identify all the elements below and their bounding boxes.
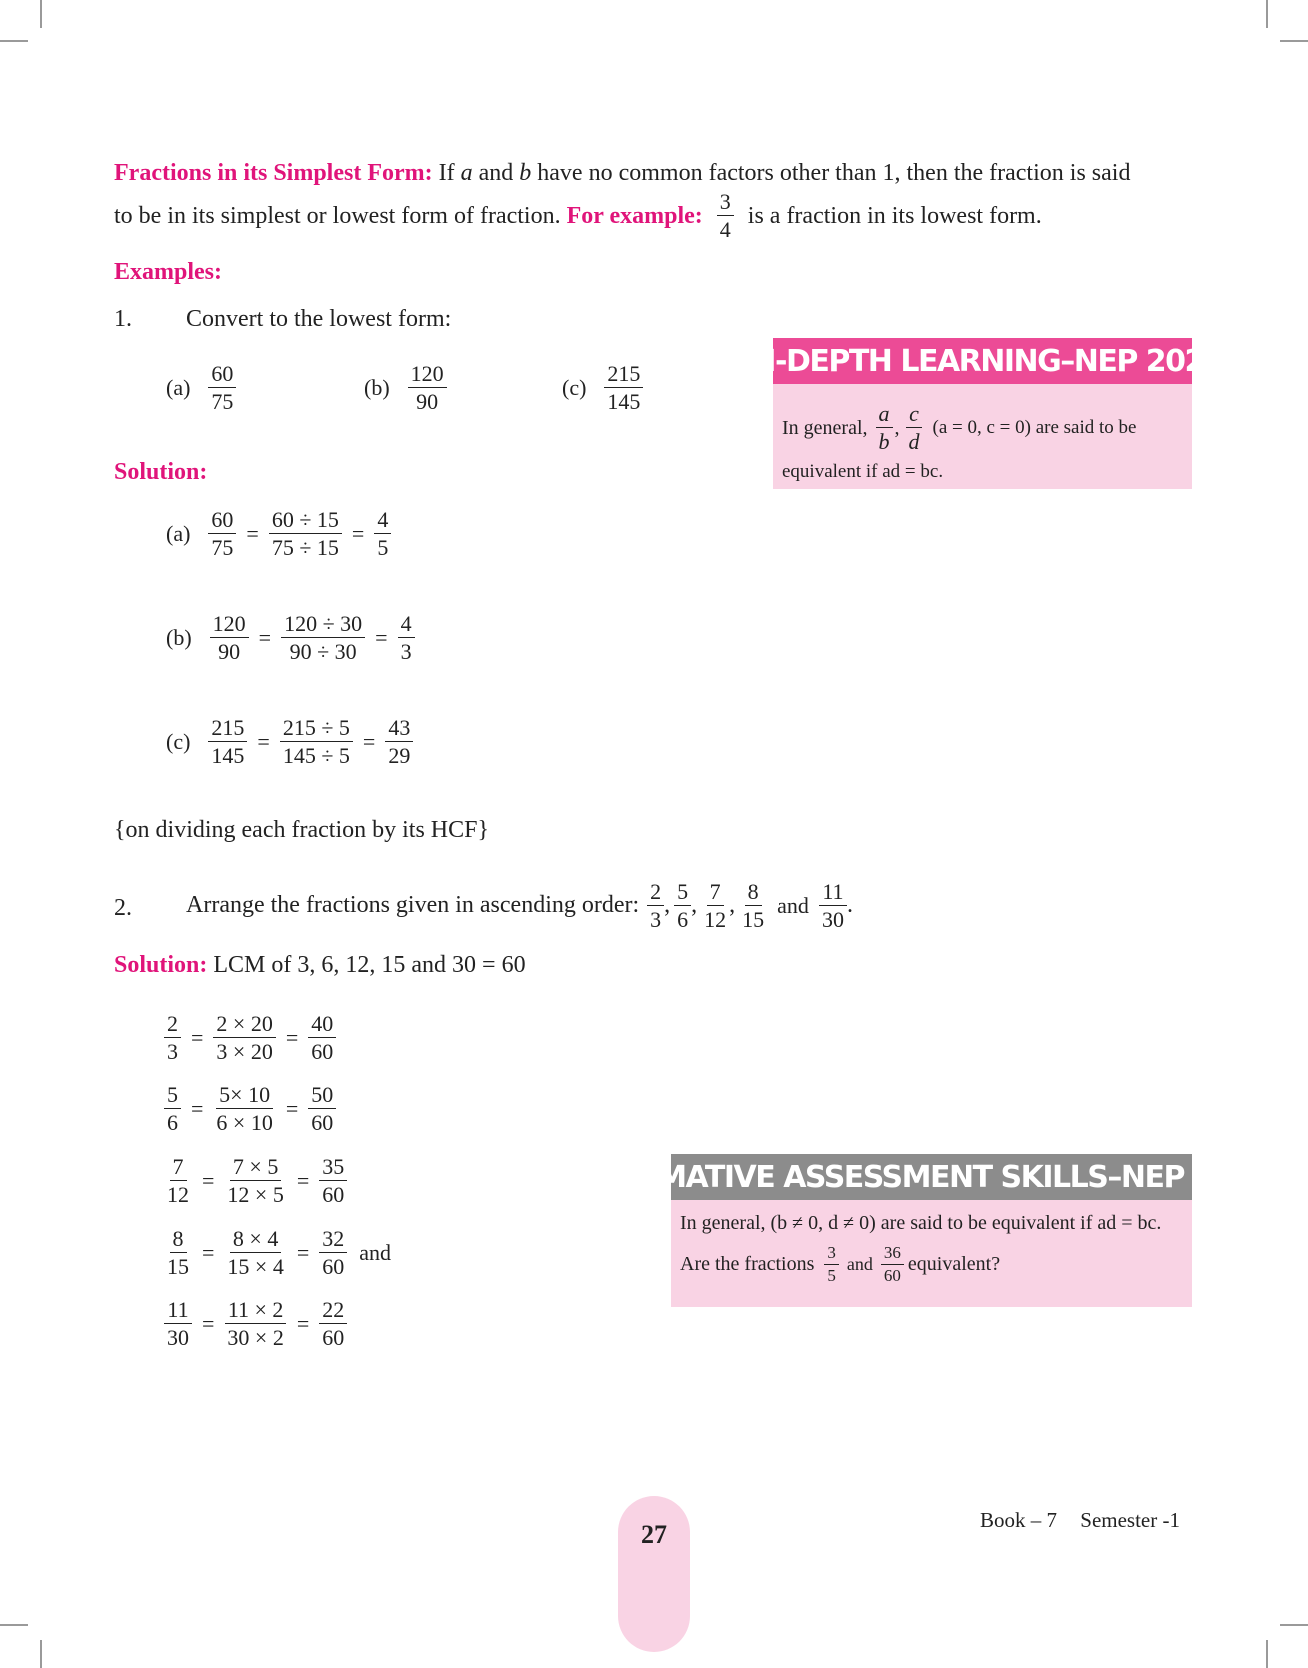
- numerator: 11 × 2: [225, 1298, 287, 1324]
- q2-solution-line: [114, 950, 526, 980]
- box2-line-1: In general, (b ≠ 0, d ≠ 0) are said to be equivalent if ad = bc.: [680, 1212, 1162, 1234]
- intro-line-1: [114, 158, 1130, 188]
- numerator: c: [906, 402, 922, 428]
- denominator: 5: [827, 1265, 836, 1285]
- box-text: equivalent?: [907, 1253, 1001, 1276]
- q2-row-1: [164, 1012, 336, 1063]
- box2-line-2: [680, 1244, 1000, 1285]
- box-title: IN-DEPTH LEARNING–NEP 2020: [741, 343, 1224, 379]
- denominator: 12: [167, 1182, 189, 1208]
- numerator: 60: [208, 508, 236, 534]
- q2-row-3: [164, 1155, 347, 1206]
- equals-sign: =: [296, 1310, 310, 1336]
- crop-mark: [40, 1640, 42, 1668]
- numerator: 5: [164, 1083, 181, 1109]
- intro-line-2: [114, 190, 1042, 241]
- numerator: 120 ÷ 30: [281, 612, 365, 638]
- equals-sign: =: [296, 1167, 310, 1193]
- denominator: 30: [821, 907, 844, 933]
- item-label: (c): [166, 728, 191, 754]
- intro-text: and: [472, 160, 520, 186]
- crop-mark: [1266, 0, 1268, 28]
- numerator: 36: [881, 1244, 904, 1265]
- var-a: a: [460, 160, 473, 186]
- item-label: (c): [562, 374, 587, 400]
- semester-label: Semester -1: [1080, 1508, 1180, 1532]
- denominator: 60: [311, 1110, 334, 1136]
- equals-sign: =: [202, 1239, 215, 1265]
- numerator: 2 × 20: [213, 1012, 275, 1038]
- q2-line: [186, 880, 853, 931]
- denominator: 75: [211, 389, 234, 415]
- numerator: 22: [319, 1298, 347, 1324]
- equals-sign: =: [285, 1024, 299, 1050]
- denominator: 12 × 5: [227, 1182, 284, 1208]
- formative-assessment-header: [592, 1154, 1271, 1200]
- crop-mark: [1266, 1640, 1268, 1668]
- q2-number: 2.: [114, 895, 132, 921]
- equals-sign: =: [351, 520, 365, 546]
- numerator: a: [876, 402, 893, 428]
- equals-sign: =: [191, 1095, 204, 1121]
- q2-row-5: [164, 1298, 347, 1349]
- q2-text: Arrange the fractions given in ascending order:: [186, 892, 640, 919]
- numerator: 215: [208, 716, 247, 742]
- equals-sign: =: [202, 1167, 215, 1193]
- numerator: 120: [210, 612, 249, 638]
- period: .: [846, 892, 853, 919]
- item-label: (a): [166, 520, 191, 546]
- in-depth-learning-body: [773, 384, 1192, 489]
- and-text: and: [777, 892, 809, 918]
- page-number: 27: [641, 1520, 667, 1549]
- numerator: 215: [604, 362, 643, 388]
- box-text: (a = 0, c = 0) are said to be: [932, 416, 1137, 438]
- numerator: 8 × 4: [230, 1227, 281, 1253]
- crop-mark: [40, 0, 42, 28]
- equals-sign: =: [257, 728, 270, 754]
- numerator: 43: [385, 716, 413, 742]
- comma: ,: [664, 892, 671, 919]
- numerator: 3: [824, 1244, 839, 1265]
- footer-book: [980, 1508, 1180, 1533]
- numerator: 120: [408, 362, 447, 388]
- denominator: 5: [377, 535, 389, 561]
- denominator: 4: [719, 217, 731, 243]
- q1-text: Convert to the lowest form:: [186, 306, 452, 332]
- numerator: 7: [707, 880, 724, 906]
- numerator: 2: [164, 1012, 181, 1038]
- crop-mark: [0, 1624, 28, 1626]
- numerator: 60 ÷ 15: [269, 508, 342, 534]
- comma: ,: [729, 892, 736, 919]
- denominator: 29: [388, 743, 411, 769]
- denominator: 90 ÷ 30: [289, 639, 357, 665]
- formative-assessment-body: [671, 1200, 1192, 1307]
- numerator: 32: [319, 1227, 347, 1253]
- q1-solution-b: [166, 612, 415, 663]
- denominator: 60: [322, 1182, 345, 1208]
- numerator: 50: [308, 1083, 336, 1109]
- numerator: 3: [717, 190, 734, 216]
- denominator: 3 × 20: [216, 1039, 273, 1065]
- numerator: 8: [170, 1227, 187, 1253]
- equals-sign: =: [375, 624, 388, 650]
- denominator: 30 × 2: [227, 1325, 284, 1351]
- equals-sign: =: [296, 1239, 310, 1265]
- crop-mark: [0, 40, 28, 42]
- numerator: 5: [674, 880, 691, 906]
- and-text: and: [359, 1239, 392, 1265]
- denominator: 6: [677, 907, 689, 933]
- comma: ,: [894, 416, 900, 439]
- intro-text: is a fraction in its lowest form.: [747, 202, 1042, 229]
- denominator: 145 ÷ 5: [282, 743, 350, 769]
- intro-heading: Fractions in its Simplest Form:: [114, 160, 433, 186]
- lcm-text: LCM of 3, 6, 12, 15 and 30 = 60: [213, 952, 526, 978]
- denominator: 60: [322, 1325, 345, 1351]
- denominator: 60: [311, 1039, 334, 1065]
- box1-line-2: equivalent if ad = bc.: [782, 461, 944, 482]
- solution-label: Solution:: [114, 952, 208, 978]
- q1-item-a: [166, 362, 236, 413]
- numerator: 4: [374, 508, 391, 534]
- numerator: 8: [745, 880, 762, 906]
- numerator: 215 ÷ 5: [280, 716, 353, 742]
- numerator: 4: [398, 612, 415, 638]
- denominator: 75 ÷ 15: [271, 535, 339, 561]
- numerator: 5× 10: [216, 1083, 273, 1109]
- equals-sign: =: [362, 728, 376, 754]
- q1-item-c: [562, 362, 643, 413]
- numerator: 7: [170, 1155, 187, 1181]
- denominator: 75: [211, 535, 234, 561]
- box-title: FORMATIVE ASSESSMENT SKILLS–NEP 2020: [592, 1159, 1271, 1195]
- denominator: b: [878, 429, 890, 455]
- q1-solution-c: [166, 716, 413, 767]
- and-text: and: [846, 1254, 873, 1275]
- item-label: (a): [166, 374, 191, 400]
- denominator: 12: [704, 907, 727, 933]
- q1-number: 1.: [114, 306, 132, 332]
- box-text: In general,: [782, 416, 868, 439]
- numerator: 11: [819, 880, 846, 906]
- comma: ,: [691, 892, 698, 919]
- numerator: 60: [208, 362, 236, 388]
- example-fraction: [717, 190, 734, 241]
- denominator: 145: [211, 743, 245, 769]
- equals-sign: =: [202, 1310, 215, 1336]
- examples-heading: Examples:: [114, 259, 222, 285]
- item-label: (b): [364, 374, 390, 400]
- equals-sign: =: [191, 1024, 204, 1050]
- var-b: b: [519, 160, 532, 186]
- crop-mark: [1280, 1624, 1308, 1626]
- solution-heading: Solution:: [114, 459, 208, 485]
- denominator: 6: [167, 1110, 178, 1136]
- denominator: 3: [167, 1039, 178, 1065]
- denominator: d: [908, 429, 920, 455]
- intro-text: If: [438, 160, 461, 186]
- denominator: 30: [167, 1325, 189, 1351]
- equals-sign: =: [285, 1095, 299, 1121]
- denominator: 145: [607, 389, 641, 415]
- denominator: 60: [322, 1254, 345, 1280]
- denominator: 15: [742, 907, 765, 933]
- box1-line-1: [782, 402, 1136, 453]
- equals-sign: =: [258, 624, 272, 650]
- denominator: 60: [883, 1265, 901, 1285]
- denominator: 6 × 10: [216, 1110, 273, 1136]
- denominator: 15 × 4: [227, 1254, 284, 1280]
- hcf-note: {on dividing each fraction by its HCF}: [114, 817, 489, 843]
- numerator: 2: [647, 880, 664, 906]
- denominator: 3: [400, 639, 412, 665]
- intro-text: have no common factors other than 1, then the fraction is said: [531, 160, 1131, 186]
- denominator: 15: [167, 1254, 189, 1280]
- book-label: Book – 7: [980, 1508, 1058, 1532]
- q2-row-4: [164, 1227, 391, 1278]
- intro-text: to be in its simplest or lowest form of fraction.: [114, 202, 567, 229]
- q1-solution-a: [166, 508, 391, 559]
- box-text: Are the fractions: [680, 1253, 815, 1276]
- denominator: 90: [218, 639, 241, 665]
- q2-row-2: [164, 1083, 336, 1134]
- in-depth-learning-header: [741, 338, 1224, 384]
- item-label: (b): [166, 624, 192, 650]
- numerator: 35: [319, 1155, 347, 1181]
- numerator: 7 × 5: [230, 1155, 281, 1181]
- example-label: For example:: [566, 202, 703, 229]
- denominator: 90: [416, 389, 439, 415]
- numerator: 40: [308, 1012, 336, 1038]
- equals-sign: =: [246, 520, 259, 546]
- crop-mark: [1280, 40, 1308, 42]
- numerator: 11: [164, 1298, 191, 1324]
- q1-item-b: [364, 362, 447, 413]
- denominator: 3: [650, 907, 662, 933]
